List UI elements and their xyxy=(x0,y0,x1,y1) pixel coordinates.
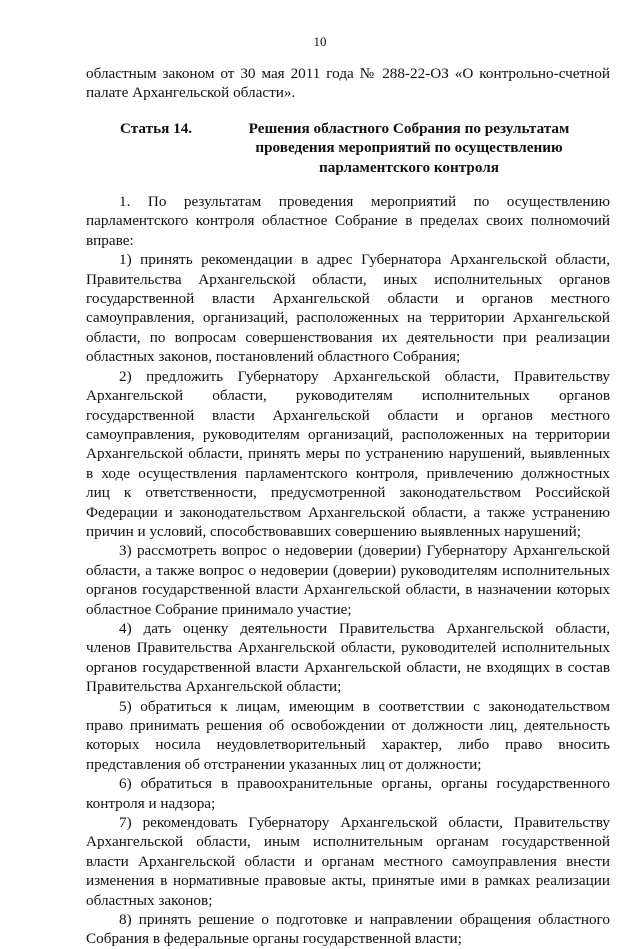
list-item-7: 7) рекомендовать Губернатору Архангельской области, Правительству Архангельской области, иным исполнительным органам государственной власти Архангельской области и органам местного самоуправления внести изменения в нормативные правовые акты, принятые ими в рамках реализации областных законов; xyxy=(86,814,610,909)
page-number: 10 xyxy=(313,34,327,49)
list-item-1: 1) принять рекомендации в адрес Губернатора Архангельской области, Правительства Архангельской области, иных исполнительных органов государственной власти Архангельской области и органов местного самоуправления, организаций, расположенных на территории Архангельской области, по вопросам совершенствования их деятельности при реализации областных законов, постановлений областного Собрания; xyxy=(86,251,610,366)
article-title: Решения областного Собрания по результатам проведения мероприятий по осуществлению парламентского контроля xyxy=(248,119,570,176)
article-heading xyxy=(120,119,610,177)
list-item-6: 6) обратиться в правоохранительные органы, органы государственного контроля и надзора; xyxy=(86,775,610,812)
list-item-3: 3) рассмотреть вопрос о недоверии (доверии) Губернатору Архангельской области, а также вопрос о недоверии (доверии) руководителям исполнительных органов государственной власти Архангельской области, в назначении которых областное Собрание принимало участие; xyxy=(86,542,610,618)
paragraph-1: 1. По результатам проведения мероприятий по осуществлению парламентского контроля областное Собрание в пределах своих полномочий вправе: xyxy=(86,193,610,249)
list-item-2: 2) предложить Губернатору Архангельской области, Правительству Архангельской области, руководителям исполнительных органов государственной власти Архангельской области и органов местного самоуправления, руководителям организаций, расположенных на территории Архангельской области, принять меры по устранению нарушений, выявленных в ходе осуществления парламентского контроля, привлечению должностных лиц к ответственности, предусмотренной законодательством Российской Федерации и законодательством Архангельской области, а также устранению причин и условий, способствовавших совершению выявленных нарушений; xyxy=(86,367,610,540)
article-number: Статья 14. xyxy=(120,119,193,137)
list-item-8: 8) принять решение о подготовке и направлении обращения областного Собрания в федеральные органы государственной власти; xyxy=(86,911,610,948)
intro-paragraph: областным законом от 30 мая 2011 года № 288-22-ОЗ «О контрольно-счетной палате Архангельской области». xyxy=(86,65,610,102)
list-item-4: 4) дать оценку деятельности Правительства Архангельской области, членов Правительства Архангельской области, руководителей исполнительных органов государственной власти Архангельской области, не входящих в состав Правительства Архангельской области; xyxy=(86,619,610,696)
list-item-5: 5) обратиться к лицам, имеющим в соответствии с законодательством право принимать решения об освобождении от должности лиц, деятельность которых носила неудовлетворительный характер, либо право вносить представления об отстранении указанных лиц от должности; xyxy=(86,697,610,773)
document-body xyxy=(86,64,610,949)
